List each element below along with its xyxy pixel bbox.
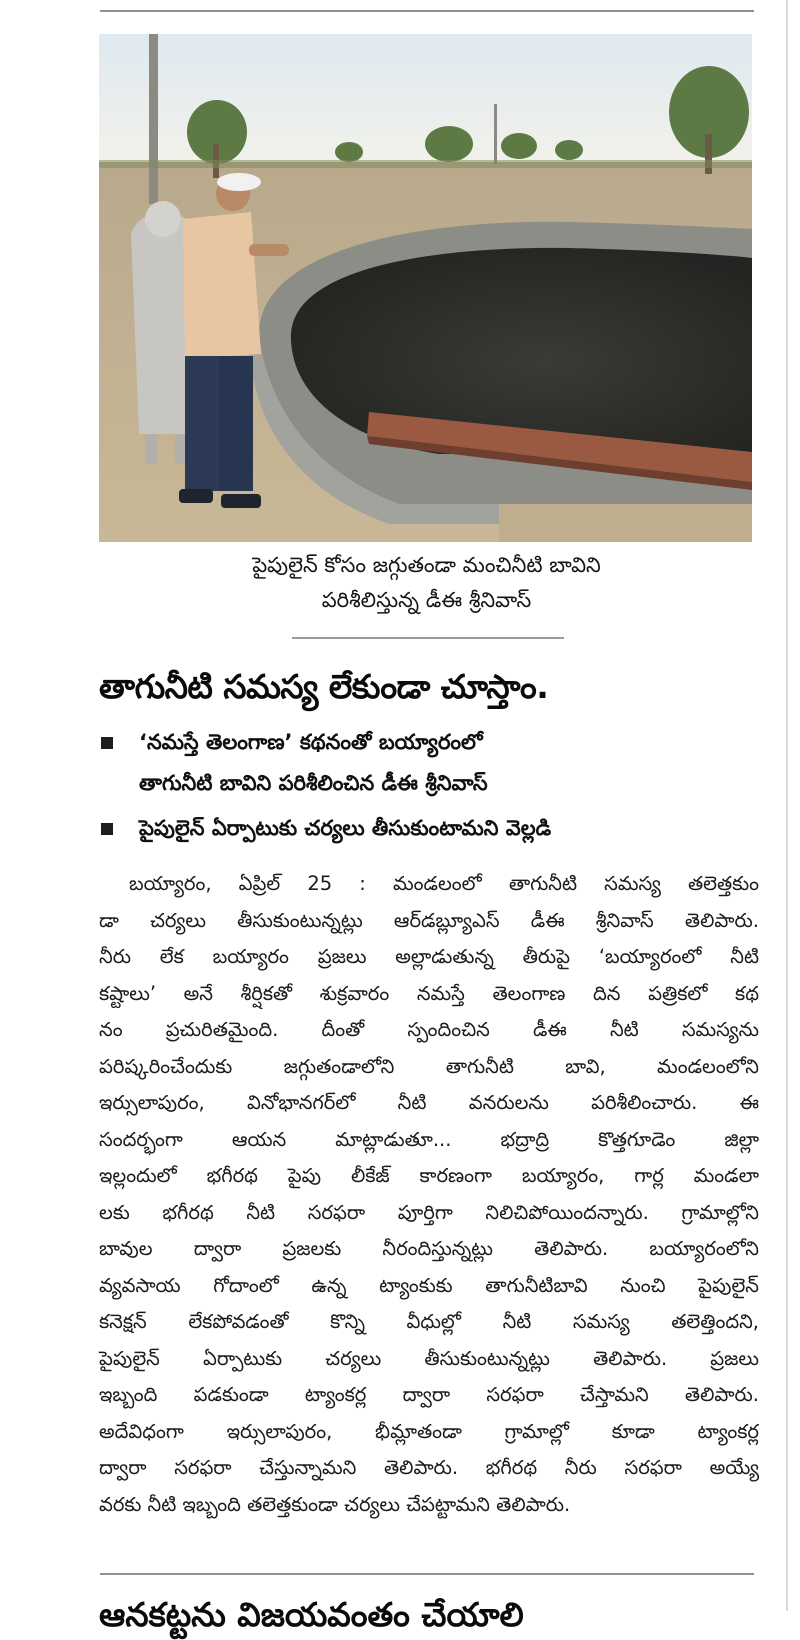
- news-photo: [99, 34, 752, 542]
- subheadline-item: [99, 722, 759, 804]
- subheadline-line: ‘నమస్తే తెలంగాణ’ కథనంతో బయ్యారంలో: [139, 730, 483, 754]
- body-line: ఇబ్బంది పడకుండా ట్యాంకర్ల ద్వారా సరఫరా చేస్తామని తెలిపారు.: [99, 1383, 759, 1406]
- article-body: [99, 866, 759, 1523]
- top-divider: [100, 10, 754, 12]
- body-line: పరిష్కరించేందుకు జగ్గుతండాలోని తాగునీటి బావి, మండలంలోని: [99, 1054, 759, 1078]
- body-line: నం ప్రచురితమైంది. దీంతో స్పందించిన డీఈ నీటి సమస్యను: [99, 1018, 759, 1041]
- caption-line: పరిశీలిస్తున్న డీఈ శ్రీనివాస్‌: [321, 588, 532, 612]
- bottom-divider: [100, 1573, 754, 1575]
- body-line: బయ్యారం, ఏప్రిల్‌ 25 : మండలంలో తాగునీటి సమస్య తలెత్తకుం: [129, 872, 759, 895]
- body-line: ద్వారా సరఫరా చేస్తున్నామని తెలిపారు. భగీరథ నీరు సరఫరా అయ్యే: [99, 1456, 759, 1479]
- body-line: కనెక్షన్‌ లేకపోవడంతో కొన్ని వీధుల్లో నీటి సమస్య తలెత్తిందని,: [99, 1310, 759, 1333]
- body-line: పైపులైన్‌ ఏర్పాటుకు చర్యలు తీసుకుంటున్నట్లు తెలిపారు. ప్రజలు: [99, 1346, 759, 1370]
- caption-line: పైపులైన్‌ కోసం జగ్గుతండా మంచినీటి బావిని: [252, 553, 601, 577]
- square-bullet-icon: [101, 823, 113, 835]
- subheadline-line: పైపులైన్‌ ఏర్పాటుకు చర్యలు తీసుకుంటామని వెల్లడి: [139, 816, 552, 840]
- body-line: అదేవిధంగా ఇర్సులాపురం, భీమ్లాతండా గ్రామాల్లో కూడా ట్యాంకర్ల: [99, 1419, 759, 1443]
- square-bullet-icon: [101, 737, 113, 749]
- body-line: వరకు నీటి ఇబ్బంది తలెత్తకుండా చర్యలు చేపట్టామని తెలిపారు.: [99, 1492, 571, 1516]
- body-line: బావుల ద్వారా ప్రజలకు నీరందిస్తున్నట్లు తెలిపారు. బయ్యారంలోని: [99, 1237, 759, 1260]
- subheadline-line: తాగునీటి బావిని పరిశీలించిన డీఈ శ్రీనివాస్‌: [139, 771, 488, 795]
- body-line: కష్టాలు’ అనే శీర్షికతో శుక్రవారం నమస్తే తెలంగాణ దిన పత్రికలో కథ: [99, 981, 759, 1005]
- caption-divider: [292, 637, 564, 639]
- subheadline-item: [99, 808, 759, 849]
- article-headline: తాగునీటి సమస్య లేకుండా చూస్తాం.: [99, 667, 549, 706]
- body-line: సందర్భంగా ఆయన మాట్లాడుతూ... భద్రాద్రి కొత్తగూడెం జిల్లా: [99, 1127, 759, 1151]
- body-line: వ్యవసాయ గోదాంలో ఉన్న ట్యాంకుకు తాగునీటిబావి నుంచి పైపులైన్‌: [99, 1273, 759, 1297]
- subheadline-list: [99, 722, 759, 849]
- photo-caption: [100, 548, 753, 618]
- body-line: డా చర్యలు తీసుకుంటున్నట్లు ఆర్‌డబ్ల్యూఎస్‌ డీఈ శ్రీనివాస్‌ తెలిపారు.: [99, 908, 759, 932]
- page-edge: [786, 0, 788, 1611]
- body-line: నీరు లేక బయ్యారం ప్రజలు అల్లాడుతున్న తీరుపై ‘బయ్యారంలో నీటి: [99, 945, 759, 968]
- body-line: ఇర్సులాపురం, వినోభానగర్‌లో నీటి వనరులను పరిశీలించారు. ఈ: [99, 1091, 759, 1114]
- body-line: ఇల్లందులో భగీరథ పైపు లీకేజ్‌ కారణంగా బయ్యారం, గార్ల మండలా: [99, 1164, 759, 1187]
- body-line: లకు భగీరథ నీటి సరఫరా పూర్తిగా నిలిచిపోయిందన్నారు. గ్రామాల్లోని: [99, 1200, 759, 1224]
- next-article-headline: ఆనకట్టను విజయవంతం చేయాలి: [99, 1595, 524, 1634]
